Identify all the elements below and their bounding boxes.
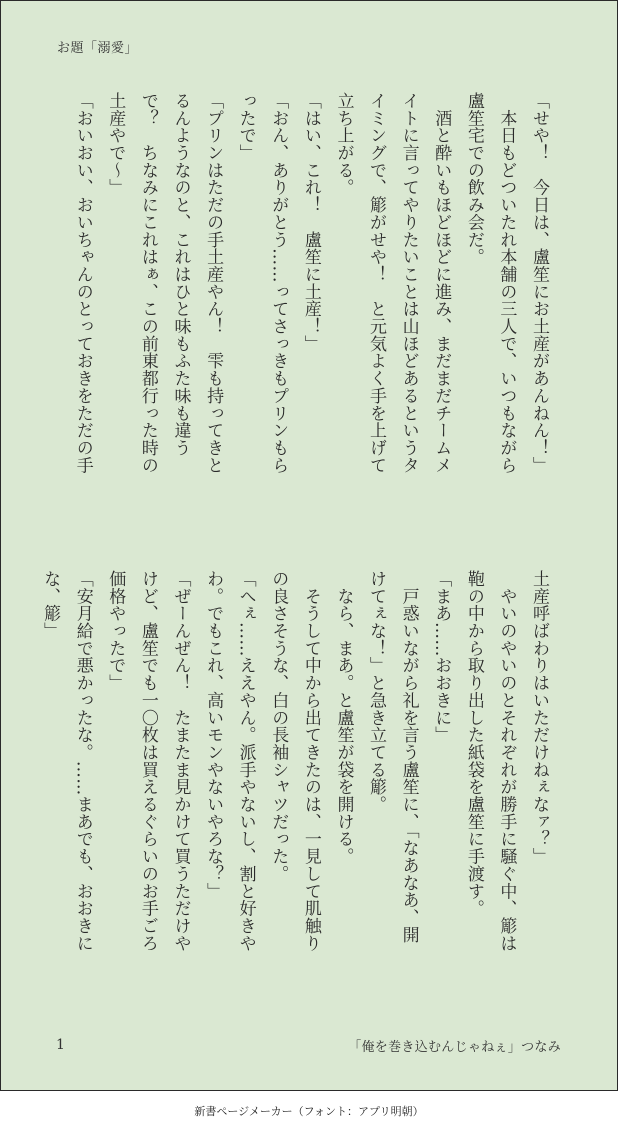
text-line: 価格やったで」: [105, 570, 126, 692]
page-number: 1: [56, 1037, 65, 1053]
text-line: 本日もどついたれ本舗の三人で、いつもながら: [496, 92, 517, 474]
text-line: 土産呼ばわりはいただけねぇなァ？」: [529, 570, 549, 865]
text-line: ったで」: [235, 92, 256, 162]
text-line: 鞄の中から取り出した紙袋を盧笙に手渡す。: [463, 570, 484, 917]
text-line: 「プリンはただの手土産やん！ 雫も持ってきと: [203, 92, 224, 474]
app-caption: 新書ページメーカー（フォント：アプリ明朝）: [194, 1105, 424, 1118]
text-line: イミングで、簓がせや！ と元気よく手を上げて: [366, 92, 387, 474]
text-line: けてぇな！」と急き立てる簓。: [366, 570, 387, 813]
text-line: 土産やで～」: [105, 92, 126, 197]
text-line: 「安月給で悪かったな。……まあでも、おおきに: [72, 570, 93, 952]
text-line: そうして中から出てきたのは、一見して肌触り: [300, 570, 321, 952]
text-line: わ。でもこれ、高いモンやないやろな？」: [203, 570, 224, 900]
text-line: なら、まあ。と盧笙が袋を開ける。: [333, 570, 354, 865]
text-line: 「おん、ありがとう……ってさっきもプリンもら: [268, 92, 289, 474]
text-line: 「ぜーんぜん！ たまたま見かけて買うただけや: [170, 570, 191, 952]
text-line: 「はい、これ！ 盧笙に土産！」: [300, 92, 321, 353]
text-line: 戸惑いながら礼を言う盧笙に、「なあなあ、開: [398, 570, 419, 944]
text-line: イトに言ってやりたいことは山ほどあるというタ: [398, 92, 419, 474]
text-line: 酒と酔いもほどほどに進み、まだまだチームメ: [431, 92, 452, 474]
text-line: 「へぇ……ええやん。派手やないし、割と好きや: [235, 570, 256, 952]
text-line: 「おいおい、おいちゃんのとっておきをただの手: [72, 92, 93, 474]
text-block-bottom: [40, 570, 555, 998]
text-line: で？ ちなみにこれはぁ、この前東都行った時の: [137, 92, 158, 474]
text-line: な、簓」: [40, 570, 61, 640]
text-line: 「せや！ 今日は、盧笙にお土産があんねん！」: [529, 92, 549, 474]
text-line: けど、盧笙でも一〇枚は買えるぐらいのお手ごろ: [137, 570, 158, 952]
text-line: 「まあ……おおきに」: [431, 570, 452, 744]
text-line: るんようなのと、これはひと味もふた味も違う: [170, 92, 191, 457]
prompt-title: お題「溺愛」: [57, 41, 139, 56]
text-line: やいのやいのとそれぞれが勝手に騒ぐ中、簓は: [496, 570, 517, 952]
text-line: の良さそうな、白の長袖シャツだった。: [268, 570, 289, 883]
work-title: 「俺を巻き込むんじゃねぇ」つなみ: [348, 1040, 561, 1055]
text-block-top: [55, 92, 555, 520]
text-line: 盧笙宅での飲み会だ。: [463, 92, 484, 266]
text-line: 立ち上がる。: [333, 92, 354, 197]
